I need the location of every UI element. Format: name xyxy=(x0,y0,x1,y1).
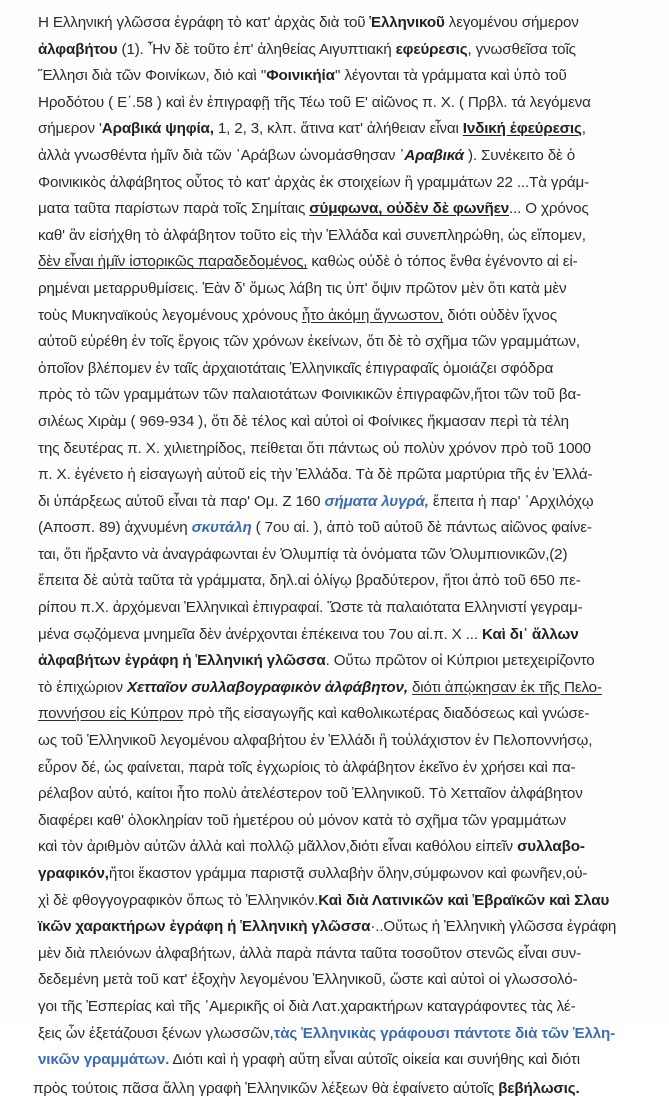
text-run: ματα ταῦτα παρίστων παρὰ τοῖς Σημίταις xyxy=(38,200,310,218)
text-run: ·..Οὕτως ἡ Ἑλληνικὴ γλῶσσα ἐγράφη xyxy=(370,918,617,936)
text-run: ρέλαβον αὐτό, καίτοι ἦτο πολὺ ἀτελέστερον τοῦ Ἑλληνικοῦ. Τὸ Χετταῖον ἀλφάβητον xyxy=(38,785,583,803)
text-run: πρὸς τὸ τῶν γραμμάτων τῶν παλαιοτάτων Φοινικικῶν ἐπιγραφῶν,ἤτοι τῶν τοῦ βα- xyxy=(38,386,581,404)
bold-text: ἀλφαβήτων ἐγράφη ἡ Ἑλληνική γλῶσσα xyxy=(38,652,326,670)
highlighted-term: σκυτάλη xyxy=(191,519,252,537)
bold-text: Καὶ δι᾿ ἄλλων xyxy=(482,625,579,643)
text-run: ρημέναι μεταρρυθμίσεις. Ἐὰν δ' ὅμως λάβη τις ὑπ' ὄψιν πρῶτον μὲν ὅτι κατὰ μὲν xyxy=(38,279,567,297)
highlighted-term: σήματα λυγρά, xyxy=(324,492,429,510)
text-line xyxy=(38,37,638,64)
text-line xyxy=(38,143,638,170)
bold-italic-text: Αραβικά xyxy=(404,146,464,164)
bold-text: ἀλφαβήτου xyxy=(38,40,118,58)
text-run: μένα σῳζόμενα μνημεῖα δὲν ἀνέρχονται ἐπέκεινα του 7ου αἰ.π. Χ ... xyxy=(38,625,483,643)
text-line xyxy=(38,622,638,649)
text-run: γοι τῆς Ἑσπερίας καὶ τῆς ᾿Αμερικῆς οἱ διὰ Λατ.χαρακτήρων καταγράφοντες τὰς λέ- xyxy=(38,997,576,1015)
text-run: Ἕλλησι διὰ τῶν Φοινίκων, διὸ καὶ '' xyxy=(38,67,267,85)
text-line xyxy=(38,329,638,356)
underlined-text: δὲν εἶναι ἡμῖν ἱστορικῶς παραδεδομένος, xyxy=(38,253,308,271)
text-line xyxy=(38,196,638,223)
text-run: ). Συνέκειτο δὲ ὁ xyxy=(463,146,576,164)
text-run: ἤτοι ἕκαστον γράμμα παριστᾷ συλλαβὴν ὅλην,σύμφωνον καὶ φωνῆεν,οὐ- xyxy=(108,865,588,882)
underlined-text: διότι ἀπῴκησαν ἐκ τῆς Πελο- xyxy=(411,678,602,696)
text-run: καὶ τὸν ἀριθμὸν αὐτῶν ἀλλὰ καὶ πολλῷ μᾶλλον,διότι εἶναι καθόλου εἰπεῖν xyxy=(38,838,518,856)
text-run: τοὺς Μυκηναϊκούς λεγομένους χρόνους xyxy=(38,306,302,324)
text-run: Φοινικικὸς ἀλφάβητος οὗτος τὸ κατ' ἀρχὰς ἐκ στοιχείων ἢ γραμμάτων 22 ...Τὰ γράμ- xyxy=(38,173,589,191)
underlined-text: ποννήσου εἰς Κύπρον xyxy=(38,705,184,723)
text-line xyxy=(38,382,638,409)
text-line xyxy=(38,63,638,90)
text-run: καθὼς οὐδὲ ὁ τόπος ἔνθα ἐγένοντο αἱ εἰ- xyxy=(307,253,578,271)
text-line xyxy=(38,967,638,994)
text-line xyxy=(38,648,638,675)
text-line xyxy=(38,436,638,463)
text-run: λεγομένου σήμερον xyxy=(444,14,579,31)
text-line xyxy=(38,808,638,835)
text-run: δι ὑπάρξεως αὐτοῦ εἶναι τὰ παρ' Ομ. Ζ 160 xyxy=(38,492,325,510)
bold-text: βεβήλωσις. xyxy=(498,1079,580,1097)
text-run: πρὸ τῆς εἰσαγωγῆς καὶ καθολικωτέρας διαδόσεως καὶ γνώσε- xyxy=(183,705,590,723)
text-run: ξεις ὧν ἐξετάζουσι ξένων γλωσσῶν, xyxy=(38,1024,274,1042)
text-line xyxy=(38,249,638,276)
text-line xyxy=(38,409,638,436)
text-run: ἀλλὰ γνωσθέντα ἡμῖν διὰ τῶν ᾿Αράβων ὠνομάσθησαν ᾿ xyxy=(38,146,405,164)
text-line xyxy=(38,223,638,250)
text-line xyxy=(38,116,638,143)
text-line xyxy=(38,542,638,569)
text-line xyxy=(38,701,638,728)
text-line xyxy=(38,276,638,303)
text-line xyxy=(38,781,638,808)
text-run: ρίπου π.Χ. ἀρχόμεναι Ἑλληνικαὶ ἐπιγραφαί. Ὥστε τὰ παλαιότατα Ελληνιστί γεγραμ- xyxy=(38,599,583,617)
text-run: της δευτέρας π. Χ. χιλιετηρίδος, πείθεται ὅτι πάντως οὐ πολὺν χρόνον πρὸ τοῦ 1000 xyxy=(38,439,591,457)
text-run: 1, 2, 3, κλπ. ἅτινα κατ' ἀλήθειαν εἶναι xyxy=(213,120,463,138)
text-line xyxy=(38,994,638,1021)
text-line xyxy=(33,1076,638,1102)
text-line xyxy=(38,10,638,37)
text-run: ἔπειτα ἡ παρ' ᾿Αρχιλόχῳ xyxy=(428,492,594,510)
text-run: (Αποσπ. 89) ἀχνυμένη xyxy=(38,519,192,537)
text-run: (1). Ἦν δὲ τοῦτο ἐπ' ἀληθείας Αιγυπτιακή xyxy=(117,40,396,58)
text-line xyxy=(38,888,638,915)
text-run: Η Ελληνική γλῶσσα ἐγράφη τὸ κατ' ἀρχὰς διὰ τοῦ xyxy=(38,14,370,31)
text-run: δεδεμένη μετὰ τοῦ κατ' ἐξοχὴν λεγομένου Ἑλληνικοῦ, ὥστε καὶ αὐτοὶ οἱ γλωσσολό- xyxy=(38,971,578,989)
bold-text: Καὶ διὰ Λατινικῶν καὶ Ἑβραϊκῶν καὶ Σλαυ xyxy=(318,891,610,909)
text-line xyxy=(38,675,638,702)
text-line xyxy=(38,489,638,516)
text-run: . Οὕτω πρῶτον οἱ Κύπριοι μετεχειρίζοντο xyxy=(325,652,595,670)
text-line xyxy=(38,861,638,888)
text-run: καθ' ἂν εἰσήχθη τὸ ἀλφάβητον τοῦτο εἰς τὴν Ἑλλάδα καὶ συνεπληρώθη, ὡς εἴπομεν, xyxy=(38,226,586,244)
text-run: ως τοῦ Ἑλληνικοῦ λεγομένου αλφαβήτου ἐν Ἑλλάδι ἢ τοὐλάχιστον ἐν Πελοποννήσῳ, xyxy=(38,732,593,750)
text-run: διότι οὐδὲν ἴχνος xyxy=(443,306,557,324)
text-line xyxy=(38,834,638,861)
text-run: ὁποῖον βλέπομεν ἐν ταῖς ἀρχαιοτάταις Ἑλληνικαῖς ἐπιγραφαῖς ὁμοιάζει σφόδρα xyxy=(38,359,554,377)
bold-text: Φοινικήία xyxy=(266,67,335,85)
text-run: μὲν διὰ πλειόνων ἀλφαβήτων, ἀλλὰ παρὰ πάντα ταῦτα τοσοῦτον στενῶς εἶναι συν- xyxy=(38,944,581,962)
text-line xyxy=(38,170,638,197)
text-line xyxy=(38,462,638,489)
text-run: π. Χ. ἐγένετο ἡ εἰσαγωγὴ αὐτοῦ εἰς τὴν Ἑλλάδα. Τὰ δὲ πρῶτα μαρτύρια τῆς ἐν Ἑλλά- xyxy=(38,466,593,484)
text-line xyxy=(38,568,638,595)
bold-text: Ἑλληνικοῦ xyxy=(369,14,445,31)
text-line xyxy=(38,90,638,117)
text-run: τὸ ἐπιχώριον xyxy=(38,678,128,696)
text-line xyxy=(38,356,638,383)
text-run: Ηροδότου ( Ε΄.58 ) καὶ ἐν ἐπιγραφῇ τῆς Τέω τοῦ Ε' αἰῶνος π. Χ. ( Πρβλ. τά λεγόμενα xyxy=(38,93,591,111)
text-line xyxy=(38,755,638,782)
text-line xyxy=(38,914,638,941)
text-line xyxy=(38,595,638,622)
bold-italic-text: Χετταῖον συλλαβογραφικὸν ἀλφάβητον, xyxy=(127,678,408,696)
text-line xyxy=(38,303,638,330)
bold-underlined-text: Ινδική ἐφεύρεσις xyxy=(462,120,582,138)
text-run: σήμερον ' xyxy=(38,120,102,138)
bold-text: ϊκῶν χαρακτήρων ἐγράφη ἡ Ἑλληνικὴ γλῶσσα xyxy=(38,918,371,936)
text-run: διαφέρει καθ' ὁλοκληρίαν τοῦ ἡμετέρου οὐ μόνον κατὰ τὸ σχῆμα τῶν γραμμάτων xyxy=(38,811,567,829)
bold-text: συλλαβο- xyxy=(517,838,585,856)
text-line xyxy=(38,515,638,542)
text-run: ( 7ου αἰ. ), ἀπὸ τοῦ αὐτοῦ δὲ πάντως αἰῶνος φαίνε- xyxy=(251,519,592,537)
bold-text: εφεύρεσις xyxy=(395,40,468,58)
text-run: ἔπειτα δὲ αὐτὰ ταῦτα τὰ γράμματα, δηλ.αἰ ὀλίγῳ βραδύτερον, ἤτοι ἀπὸ τοῦ 650 πε- xyxy=(38,572,581,590)
highlighted-phrase: τὰς Ἑλληνικὰς γράφουσι πάντοτε διὰ τῶν Ἑλλη- xyxy=(273,1024,616,1042)
text-line xyxy=(38,1047,638,1074)
bold-underlined-text: σύμφωνα, οὐδὲν δὲ φωνῆεν xyxy=(309,200,510,218)
text-line xyxy=(38,728,638,755)
text-run: , xyxy=(581,120,586,138)
bold-text: Αραβικά ψηφία, xyxy=(101,120,214,138)
text-run: εὗρον δέ, ὡς φαίνεται, παρὰ τοῖς ἐγχωρίοις τὸ ἀλφάβητον ἐκεῖνο ἐν χρήσει καὶ πα- xyxy=(38,758,576,776)
text-line xyxy=(38,941,638,968)
text-run: , γνωσθεῖσα τοῖς xyxy=(467,40,576,58)
text-run: σιλέως Χιρὰμ ( 969-934 ), ὅτι δὲ τέλος καὶ αὐτοὶ οἱ Φοίνικες ἤκμασαν περὶ τὰ τέλη xyxy=(38,412,569,430)
text-run: '' λέγονται τὰ γράμματα καὶ ὑπὸ τοῦ xyxy=(334,67,567,85)
document-text xyxy=(33,10,638,1102)
bold-text: γραφικόν, xyxy=(38,865,109,882)
text-run: Διότι καὶ ἡ γραφὴ αὕτη εἶναι αὐτοῖς οἰκεία και συνήθης καὶ διότι xyxy=(169,1051,580,1069)
text-run: ται, ὅτι ἤρξαντο νὰ ἀναγράφωνται ἐν Ὀλυμπίᾳ τὰ ὀνόματα τῶν Ὀλυμπιονικῶν,(2) xyxy=(38,545,568,563)
highlighted-phrase: νικῶν γραμμάτων. xyxy=(38,1051,170,1069)
text-run: ... Ο χρόνος xyxy=(509,200,589,218)
text-run: αὐτοῦ εὑρέθη ἐν τοῖς ἔργοις τῶν χρόνων ἐκείνων, ὅτι δὲ τὸ σχῆμα τῶν γραμμάτων, xyxy=(38,333,580,351)
text-line xyxy=(38,1021,638,1048)
underlined-text: ἦτο ἀκόμη ἄγνωστον, xyxy=(301,306,444,324)
text-run: πρὸς τούτοις πᾶσα ἄλλη γραφὴ Ἑλληνικῶν λέξεων θὰ ἐφαίνετο αὐτοῖς xyxy=(33,1079,499,1097)
text-run: χὶ δὲ φθογγογραφικὸν ὅπως τὸ Ἑλληνικόν. xyxy=(38,891,319,909)
